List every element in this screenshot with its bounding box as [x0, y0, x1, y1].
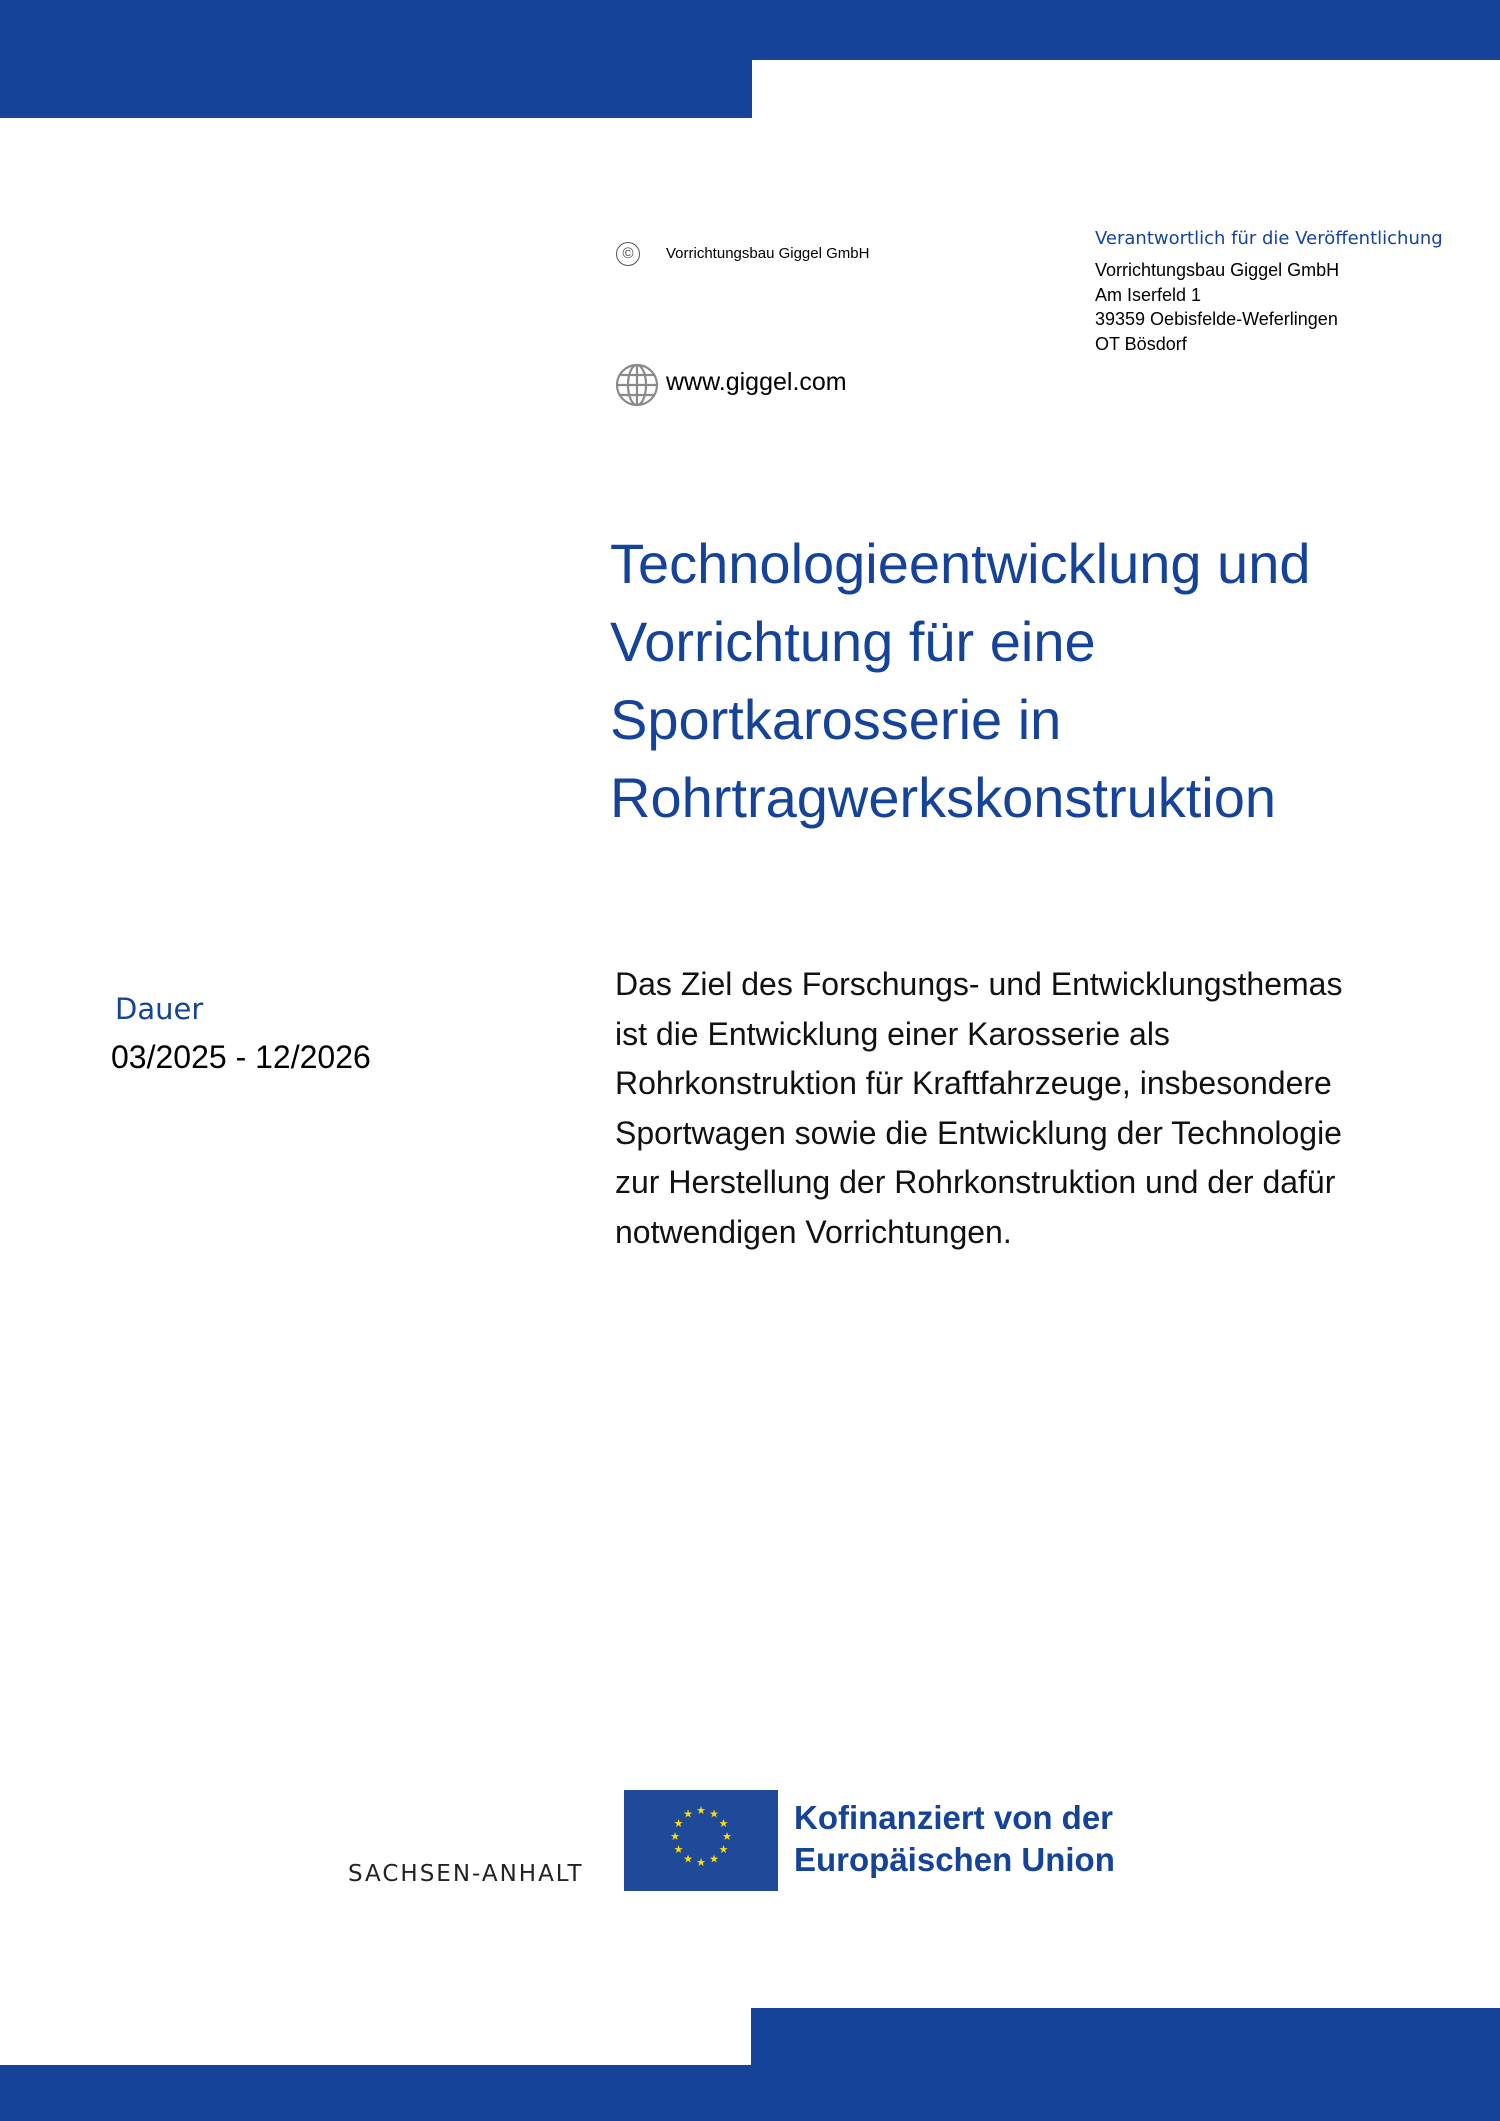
svg-text:★: ★: [718, 1817, 729, 1830]
svg-text:★: ★: [683, 1852, 693, 1866]
page-title: [610, 525, 1410, 837]
copyright-icon: ©: [616, 242, 640, 266]
top-bar-left: [0, 0, 752, 118]
sachsen-anhalt-logo: SACHSEN-ANHALT: [348, 1861, 584, 1887]
svg-text:★: ★: [683, 1807, 693, 1821]
publisher-address: [1095, 258, 1339, 356]
globe-icon: [614, 362, 660, 408]
publisher-line: 39359 Oebisfelde-Weferlingen: [1095, 309, 1338, 329]
svg-text:★: ★: [673, 1817, 684, 1830]
duration-label: Dauer: [115, 992, 204, 1026]
duration-value: 03/2025 - 12/2026: [111, 1039, 371, 1075]
svg-text:★: ★: [696, 1804, 706, 1817]
copyright-holder: Vorrichtungsbau Giggel GmbH: [666, 245, 870, 262]
description-line: Sportwagen sowie die Entwicklung der Technologie: [615, 1114, 1342, 1151]
description-line: Das Ziel des Forschungs- und Entwicklungsthemas: [615, 966, 1343, 1002]
title-line: Technologieentwicklung und: [610, 532, 1311, 595]
website-link[interactable]: www.giggel.com: [666, 368, 847, 396]
eu-funding-line-2: Europäischen Union: [794, 1841, 1115, 1878]
publisher-line: Am Iserfeld 1: [1095, 284, 1202, 305]
description-line: Rohrkonstruktion für Kraftfahrzeuge, insbesondere: [615, 1065, 1332, 1101]
description-line: zur Herstellung der Rohrkonstruktion und der dafür: [615, 1164, 1336, 1200]
svg-text:★: ★: [709, 1852, 719, 1866]
eu-funding-line-1: Kofinanziert von der: [794, 1799, 1114, 1836]
eu-funding-text: [794, 1797, 1115, 1881]
bottom-bar-wide: [0, 2065, 1500, 2121]
svg-text:★: ★: [673, 1843, 684, 1856]
description-line: ist die Entwicklung einer Karosserie als: [615, 1015, 1170, 1052]
project-description: [615, 960, 1475, 1257]
description-line: notwendigen Vorrichtungen.: [615, 1213, 1012, 1250]
title-line: Sportkarosserie in: [610, 688, 1062, 751]
svg-text:★: ★: [718, 1843, 729, 1856]
publisher-heading: Verantwortlich für die Veröffentlichung: [1095, 228, 1443, 249]
eu-flag: [624, 1790, 778, 1891]
svg-text:★: ★: [722, 1830, 732, 1843]
svg-text:★: ★: [709, 1807, 719, 1821]
publisher-line: OT Bösdorf: [1095, 333, 1187, 354]
title-line: Rohrtragwerkskonstruktion: [610, 766, 1277, 829]
title-line: Vorrichtung für eine: [610, 610, 1096, 673]
svg-text:★: ★: [696, 1856, 706, 1869]
publisher-line: Vorrichtungsbau Giggel GmbH: [1095, 260, 1340, 280]
svg-text:★: ★: [670, 1830, 680, 1843]
